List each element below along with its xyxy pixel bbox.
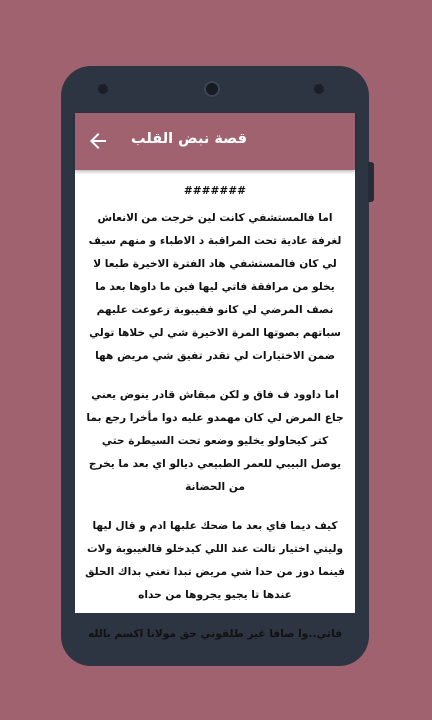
proximity-sensor-icon xyxy=(314,84,324,94)
story-paragraph: اما فالمستشفي كانت لين خرجت من الانعاش لغرفة عادية تحت المراقبة د الاطباء و منهم سيف لي كان فالمستشفي هاد الفترة الاخيرة طبعا لا يخلو من مرافقة فاتي ليها فين ما داوها بعد ما نصف المرضي لي كانو ففيبوبة زعوعت عليهم سباتهم بصوتها المرة الاخيرة شي لي خلاها تولي ضمن الاختيارات لي تقدر تفيق شي مريض هها xyxy=(88,212,342,362)
power-button xyxy=(368,162,374,202)
front-camera-icon xyxy=(204,81,220,97)
phone-frame xyxy=(61,66,369,666)
arrow-back-icon[interactable] xyxy=(86,129,110,153)
story-paragraph: اما داوود ف فاق و لكن مبقاش قادر ينوض يعني جاع المرض لي كان مهمدو عليه دوا مأخرا رجع بما كتر كيحاولو يخليو وضعو تحت السيطرة حتي يوصل البيبي للعمر الطبيعي ديالو اي بعد ما يخرج من الحضانة xyxy=(86,389,344,493)
page-title: قصة نبض القلب xyxy=(131,131,247,147)
earpiece-icon xyxy=(98,84,108,94)
app-screen xyxy=(75,113,355,640)
story-separator: ####### xyxy=(183,185,247,197)
story-content[interactable] xyxy=(75,170,355,646)
story-paragraph: فاتي..وا صافا غير طلقوني حق مولانا اكسم بالله xyxy=(87,628,343,640)
app-bar xyxy=(75,113,355,170)
story-paragraph: كيف ديما فاي بعد ما ضحك علبها ادم و قال ليها وليتي اختيار تالت عند اللي كيدخلو فالغيبوبة ولات فينما دوز من حدا شي مريض تبدا تغني بداك الحلق عندها تا يجيو يجروها من حداه xyxy=(85,520,345,601)
